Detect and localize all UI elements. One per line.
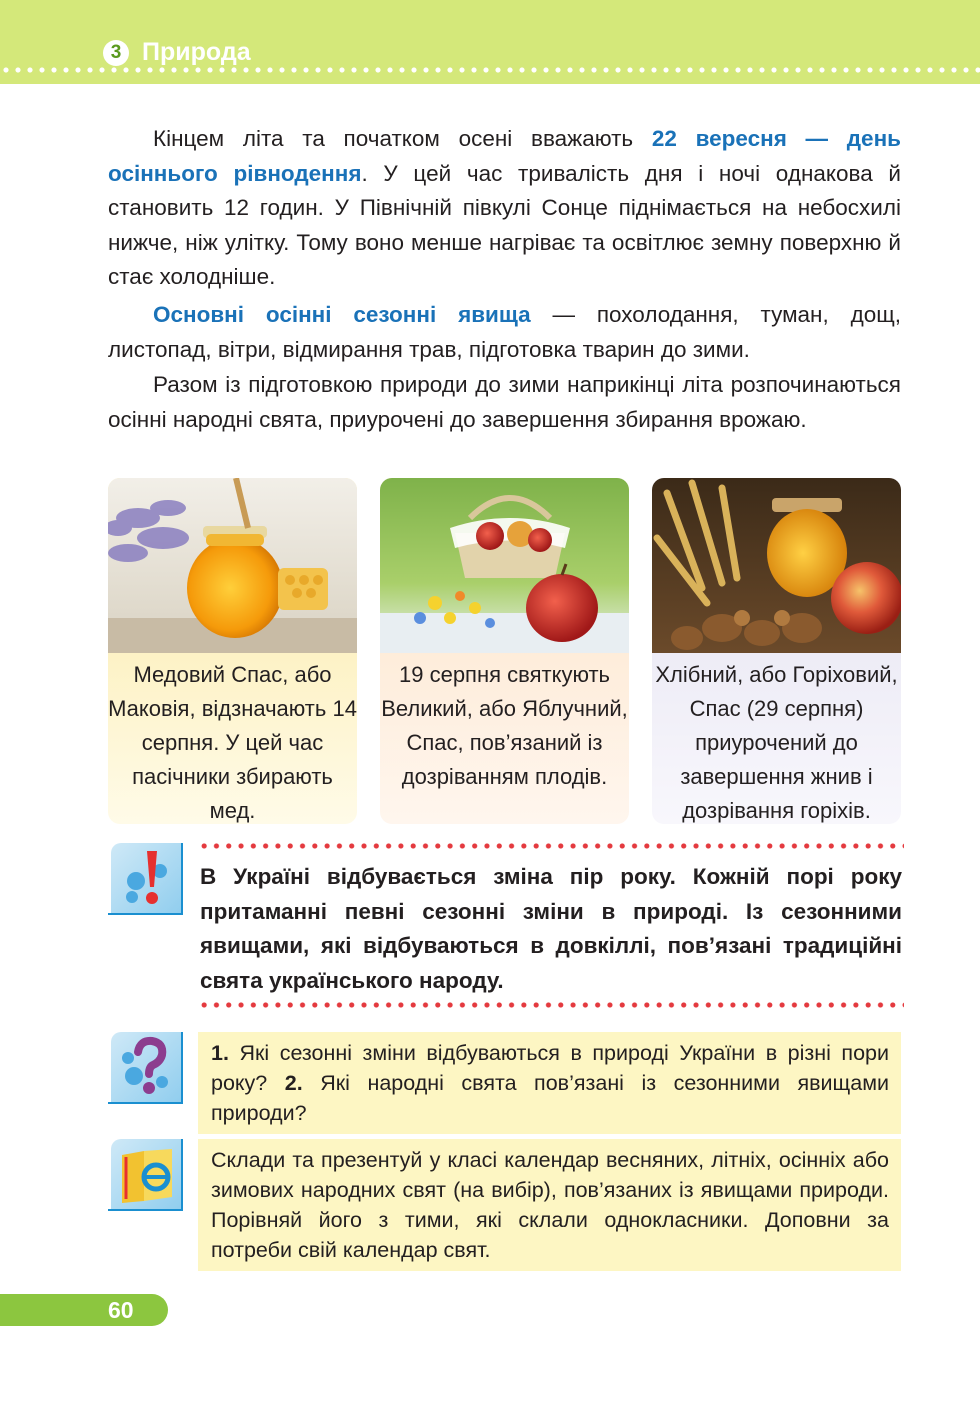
questions-icon-box bbox=[108, 1032, 183, 1104]
questions-box bbox=[198, 1032, 901, 1134]
paragraph-equinox bbox=[108, 122, 901, 295]
question-text: Які народні свята пов’язані із сезонними явищами природи? bbox=[211, 1071, 889, 1125]
card-caption: Медовий Спас, або Маковія, відзначають 14 серпня. У цей час пасічники збирають мед. bbox=[108, 662, 357, 823]
important-note-text: В Україні відбувається зміна пір року. Кожній порі року притаманні певні сезонні зміни в природі. Із сезонними явищами, які відбуваються в довкіллі, пов’язані традиційні свята українського народу. bbox=[200, 864, 902, 993]
question-text: Які сезонні зміни відбуваються в природі України в різні пори року? bbox=[211, 1041, 889, 1095]
question-number: 1. bbox=[211, 1041, 229, 1065]
chapter-number-badge: 3 bbox=[103, 40, 129, 66]
card-caption: Хлібний, або Горіховий, Спас (29 серпня) приурочений до завершення жнив і дозрівання горіхів. bbox=[655, 662, 898, 823]
project-task-box bbox=[198, 1139, 901, 1271]
paragraph-text: . У цей час тривалість дня і ночі однакова й становить 12 годин. У Північній півкулі Сонце піднімається на небосхилі нижче, ніж улітку. Тому воно менше нагріває та освітлює земну поверхню й стає холодніше. bbox=[108, 160, 901, 289]
card-honey-spas bbox=[108, 478, 357, 824]
card-bread-nut-spas bbox=[652, 478, 901, 824]
question-number: 2. bbox=[284, 1071, 303, 1095]
apple-basket-photo bbox=[380, 478, 629, 653]
wheat-honey-nuts-photo bbox=[652, 478, 901, 653]
exclamation-icon bbox=[114, 845, 180, 911]
honey-jar-lavender-photo bbox=[108, 478, 357, 653]
important-note-icon-box bbox=[108, 843, 183, 915]
question-icon bbox=[114, 1034, 180, 1100]
chapter-header bbox=[0, 0, 980, 84]
paragraph-text: — похолодання, туман, дощ, листопад, вітри, відмирання трав, підготовка тварин до зими. bbox=[108, 302, 901, 362]
highlight-seasonal-phenomena: Основні осінні сезонні явища bbox=[153, 302, 531, 327]
card-caption: 19 серпня святкують Великий, або Яблучний, Спас, пов’язаний із дозріванням плодів. bbox=[381, 662, 628, 789]
divider-dotted-bottom bbox=[198, 1001, 904, 1009]
header-dotted-line bbox=[0, 66, 980, 74]
chapter-title: Природа bbox=[142, 38, 251, 66]
project-book-icon bbox=[114, 1141, 180, 1207]
paragraph-folk-holidays bbox=[108, 368, 901, 437]
paragraph-text: Кінцем літа та початком осені вважають bbox=[153, 126, 652, 151]
page-number-tab bbox=[0, 1294, 168, 1326]
card-apple-spas bbox=[380, 478, 629, 824]
paragraph-seasonal-phenomena bbox=[108, 298, 901, 367]
project-icon-box bbox=[108, 1139, 183, 1211]
paragraph-text: Разом із підготовкою природи до зими наприкінці літа розпочинаються осінні народні свята, приурочені до завершення збирання врожаю. bbox=[108, 372, 901, 432]
project-task-text: Склади та презентуй у класі календар весняних, літніх, осінніх або зимових народних свят (на вибір), пов’язаних із явищами природи. Порівняй його з тими, які склали однокласники. Доповни за потреби свій календар свят. bbox=[211, 1148, 889, 1262]
page-number: 60 bbox=[108, 1297, 134, 1323]
highlight-equinox: 22 вересня — день осіннього рівнодення bbox=[108, 126, 901, 186]
divider-dotted-top bbox=[198, 842, 904, 850]
